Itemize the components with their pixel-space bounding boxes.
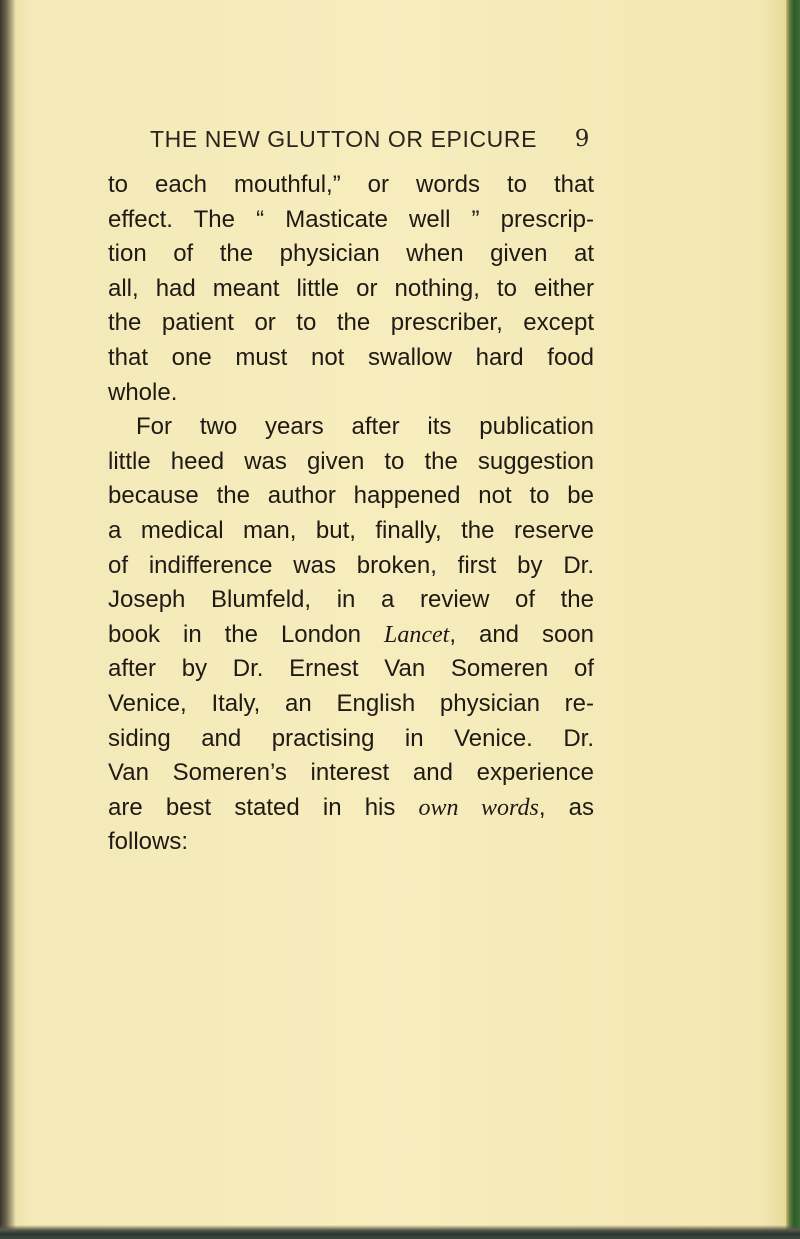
text-line: all, had meant little or nothing, to either: [108, 274, 594, 302]
text-line: siding and practising in Venice. Dr.: [108, 724, 594, 752]
text-line: because the author happened not to be: [108, 482, 594, 510]
text-line: Joseph Blumfeld, in a review of the: [108, 586, 594, 614]
text-line: effect. The “ Masticate well ” prescrip-: [108, 205, 594, 233]
text-line: that one must not swallow hard food: [108, 343, 594, 371]
text-line: after by Dr. Ernest Van Someren of: [108, 655, 594, 683]
italic-own-words: own words: [418, 794, 539, 821]
text-line: of indifference was broken, first by Dr.: [108, 551, 594, 579]
text-line-own-words: are best stated in his own words, as: [108, 793, 595, 821]
text-line: tion of the physician when given at: [108, 240, 594, 268]
text-line: Venice, Italy, an English physician re-: [108, 689, 594, 717]
binding-edge: [0, 0, 16, 1239]
text-line: a medical man, but, finally, the reserve: [108, 516, 594, 544]
text-line: Van Someren’s interest and experience: [108, 759, 594, 787]
paragraph-start-line: For two years after its publication: [136, 413, 594, 441]
page-number: 9: [574, 126, 590, 152]
text-line-lancet: book in the London Lancet, and soon: [108, 620, 595, 648]
text-line: little heed was given to the suggestion: [108, 447, 594, 475]
text-line: the patient or to the prescriber, except: [108, 309, 594, 337]
italic-lancet: Lancet: [384, 621, 450, 648]
bottom-edge: [0, 1225, 800, 1239]
cover-edge: [786, 0, 800, 1239]
text-line: whole.: [108, 378, 178, 406]
text-line: follows:: [108, 828, 189, 856]
body-text: [108, 168, 594, 860]
text-line: to each mouthful,” or words to that: [108, 171, 594, 198]
running-title: THE NEW GLUTTON OR EPICURE: [150, 126, 538, 152]
running-header: [150, 126, 590, 153]
